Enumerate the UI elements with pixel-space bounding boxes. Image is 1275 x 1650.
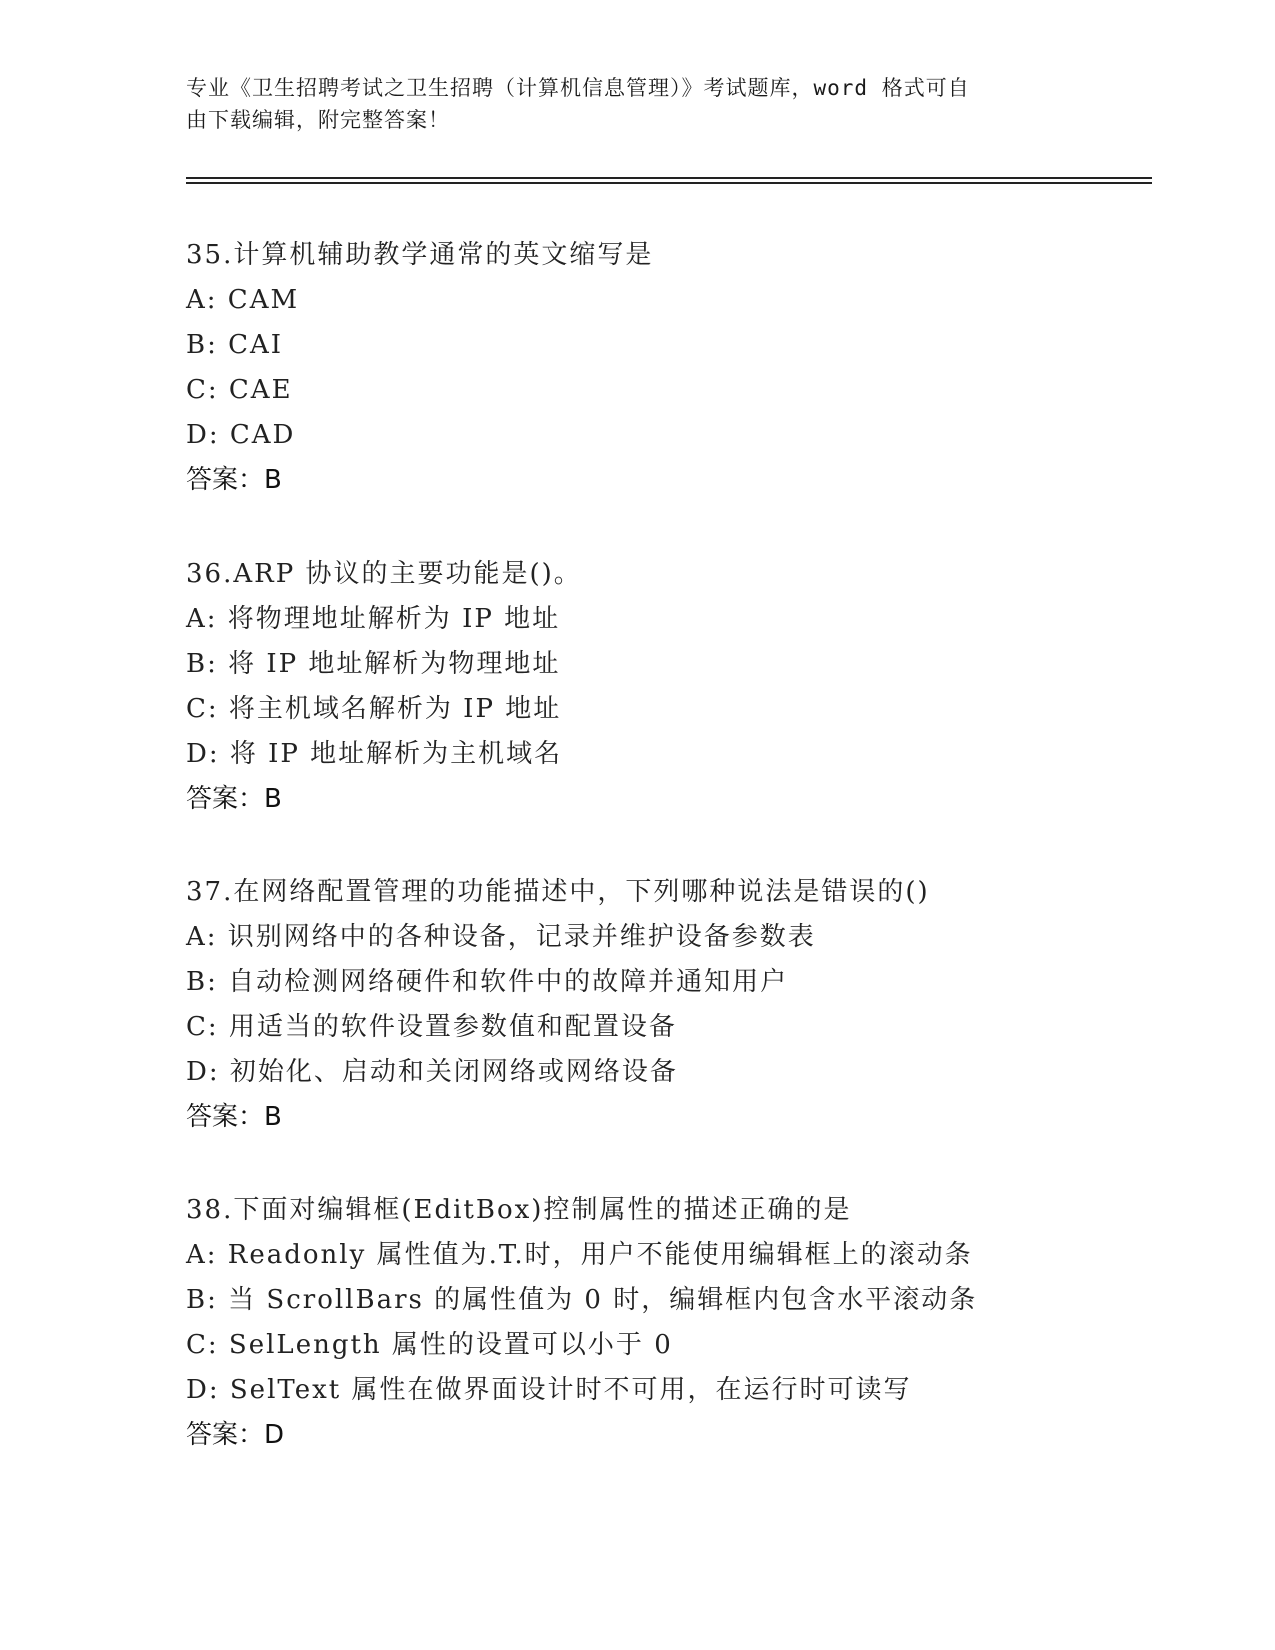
option-a: A: 识别网络中的各种设备，记录并维护设备参数表: [186, 922, 816, 952]
question-stem: 37.在网络配置管理的功能描述中，下列哪种说法是错误的(): [186, 877, 930, 907]
option-a: A: Readonly 属性值为.T.时，用户不能使用编辑框上的滚动条: [186, 1240, 973, 1270]
option-b: B: 当 ScrollBars 的属性值为 0 时，编辑框内包含水平滚动条: [186, 1285, 978, 1315]
question-stem: 38.下面对编辑框(EditBox)控制属性的描述正确的是: [186, 1195, 852, 1225]
option-b: B: CAI: [186, 330, 284, 360]
answer: 答案：B: [186, 1102, 282, 1132]
option-d: D: SelText 属性在做界面设计时不可用，在运行时可读写: [186, 1375, 912, 1405]
answer: 答案：B: [186, 465, 282, 495]
option-b: B: 将 IP 地址解析为物理地址: [186, 649, 561, 679]
header-divider-bottom: [186, 182, 1152, 184]
answer: 答案：D: [186, 1420, 285, 1450]
option-d: D: CAD: [186, 420, 296, 450]
option-c: C: SelLength 属性的设置可以小于 0: [186, 1330, 673, 1360]
document-header: [186, 72, 1086, 136]
answer: 答案：B: [186, 784, 282, 814]
option-d: D: 将 IP 地址解析为主机域名: [186, 739, 563, 769]
option-c: C: 用适当的软件设置参数值和配置设备: [186, 1012, 677, 1042]
option-c: C: CAE: [186, 375, 293, 405]
option-a: A: CAM: [186, 285, 300, 315]
option-d: D: 初始化、启动和关闭网络或网络设备: [186, 1057, 678, 1087]
question-stem: 36.ARP 协议的主要功能是()。: [186, 559, 582, 589]
question-stem: 35.计算机辅助教学通常的英文缩写是: [186, 240, 654, 270]
question-36: [186, 552, 1146, 822]
question-35: [186, 233, 1146, 503]
option-c: C: 将主机域名解析为 IP 地址: [186, 694, 562, 724]
question-38: [186, 1188, 1146, 1458]
header-divider-top: [186, 177, 1152, 179]
option-a: A: 将物理地址解析为 IP 地址: [186, 604, 561, 634]
option-b: B: 自动检测网络硬件和软件中的故障并通知用户: [186, 967, 789, 997]
question-37: [186, 870, 1146, 1140]
header-line-1: 专业《卫生招聘考试之卫生招聘（计算机信息管理）》考试题库，word 格式可自: [186, 76, 970, 100]
header-line-2: 由下载编辑，附完整答案！: [186, 108, 450, 132]
